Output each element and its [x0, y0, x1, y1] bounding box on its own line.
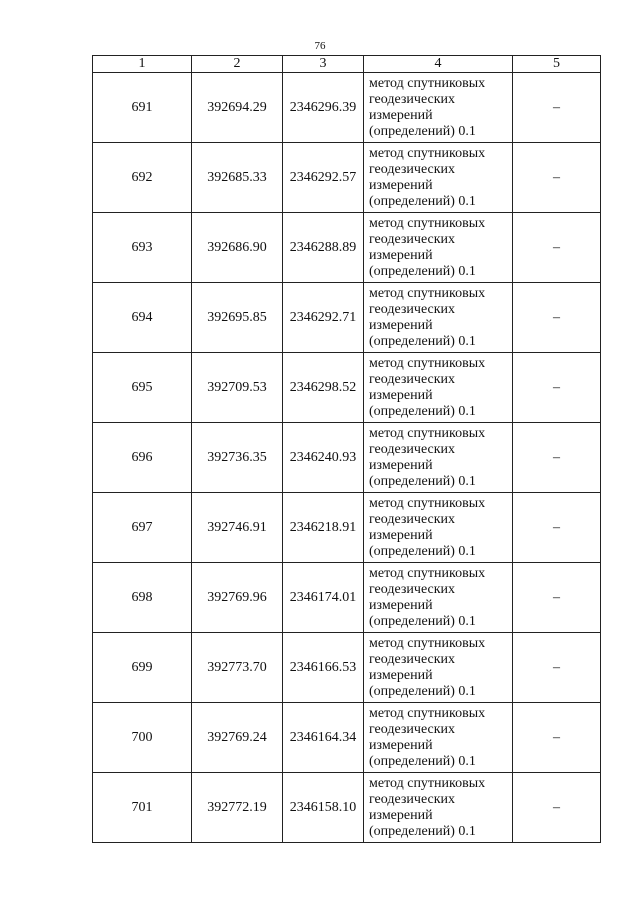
- x-coordinate-cell: 392769.24: [192, 703, 283, 773]
- table-row: [93, 633, 601, 703]
- table-row: [93, 353, 601, 423]
- table-header: [93, 56, 601, 73]
- table-row: [93, 773, 601, 843]
- x-coordinate-cell: 392709.53: [192, 353, 283, 423]
- coordinates-table: [92, 55, 601, 843]
- table-row: [93, 563, 601, 633]
- note-cell: –: [513, 283, 601, 353]
- table-row: [93, 143, 601, 213]
- y-coordinate-cell: 2346174.01: [283, 563, 364, 633]
- note-cell: –: [513, 73, 601, 143]
- table-row: [93, 703, 601, 773]
- method-cell: метод спутниковых геодезических измерений (определений) 0.1: [364, 73, 513, 143]
- point-number-cell: 701: [93, 773, 192, 843]
- x-coordinate-cell: 392773.70: [192, 633, 283, 703]
- x-coordinate-cell: 392686.90: [192, 213, 283, 283]
- table-row: [93, 283, 601, 353]
- x-coordinate-cell: 392695.85: [192, 283, 283, 353]
- table-row: [93, 73, 601, 143]
- y-coordinate-cell: 2346158.10: [283, 773, 364, 843]
- point-number-cell: 697: [93, 493, 192, 563]
- y-coordinate-cell: 2346292.57: [283, 143, 364, 213]
- y-coordinate-cell: 2346288.89: [283, 213, 364, 283]
- method-cell: метод спутниковых геодезических измерений (определений) 0.1: [364, 703, 513, 773]
- y-coordinate-cell: 2346164.34: [283, 703, 364, 773]
- method-cell: метод спутниковых геодезических измерений (определений) 0.1: [364, 143, 513, 213]
- header-cell-4: 4: [364, 56, 513, 73]
- y-coordinate-cell: 2346298.52: [283, 353, 364, 423]
- point-number-cell: 693: [93, 213, 192, 283]
- method-cell: метод спутниковых геодезических измерений (определений) 0.1: [364, 493, 513, 563]
- note-cell: –: [513, 353, 601, 423]
- header-row: [93, 56, 601, 73]
- x-coordinate-cell: 392746.91: [192, 493, 283, 563]
- y-coordinate-cell: 2346240.93: [283, 423, 364, 493]
- point-number-cell: 694: [93, 283, 192, 353]
- table-row: [93, 493, 601, 563]
- table-body: [93, 73, 601, 843]
- note-cell: –: [513, 143, 601, 213]
- page-number: 76: [314, 40, 326, 52]
- header-cell-3: 3: [283, 56, 364, 73]
- y-coordinate-cell: 2346296.39: [283, 73, 364, 143]
- note-cell: –: [513, 213, 601, 283]
- point-number-cell: 700: [93, 703, 192, 773]
- x-coordinate-cell: 392694.29: [192, 73, 283, 143]
- method-cell: метод спутниковых геодезических измерений (определений) 0.1: [364, 423, 513, 493]
- method-cell: метод спутниковых геодезических измерений (определений) 0.1: [364, 563, 513, 633]
- point-number-cell: 698: [93, 563, 192, 633]
- y-coordinate-cell: 2346218.91: [283, 493, 364, 563]
- method-cell: метод спутниковых геодезических измерений (определений) 0.1: [364, 773, 513, 843]
- note-cell: –: [513, 773, 601, 843]
- note-cell: –: [513, 493, 601, 563]
- note-cell: –: [513, 563, 601, 633]
- point-number-cell: 691: [93, 73, 192, 143]
- point-number-cell: 692: [93, 143, 192, 213]
- x-coordinate-cell: 392736.35: [192, 423, 283, 493]
- header-cell-5: 5: [513, 56, 601, 73]
- method-cell: метод спутниковых геодезических измерений (определений) 0.1: [364, 633, 513, 703]
- x-coordinate-cell: 392769.96: [192, 563, 283, 633]
- x-coordinate-cell: 392685.33: [192, 143, 283, 213]
- method-cell: метод спутниковых геодезических измерений (определений) 0.1: [364, 283, 513, 353]
- point-number-cell: 699: [93, 633, 192, 703]
- y-coordinate-cell: 2346292.71: [283, 283, 364, 353]
- table-row: [93, 213, 601, 283]
- point-number-cell: 695: [93, 353, 192, 423]
- y-coordinate-cell: 2346166.53: [283, 633, 364, 703]
- note-cell: –: [513, 423, 601, 493]
- header-cell-2: 2: [192, 56, 283, 73]
- header-cell-1: 1: [93, 56, 192, 73]
- table-row: [93, 423, 601, 493]
- note-cell: –: [513, 703, 601, 773]
- point-number-cell: 696: [93, 423, 192, 493]
- method-cell: метод спутниковых геодезических измерений (определений) 0.1: [364, 353, 513, 423]
- x-coordinate-cell: 392772.19: [192, 773, 283, 843]
- method-cell: метод спутниковых геодезических измерений (определений) 0.1: [364, 213, 513, 283]
- note-cell: –: [513, 633, 601, 703]
